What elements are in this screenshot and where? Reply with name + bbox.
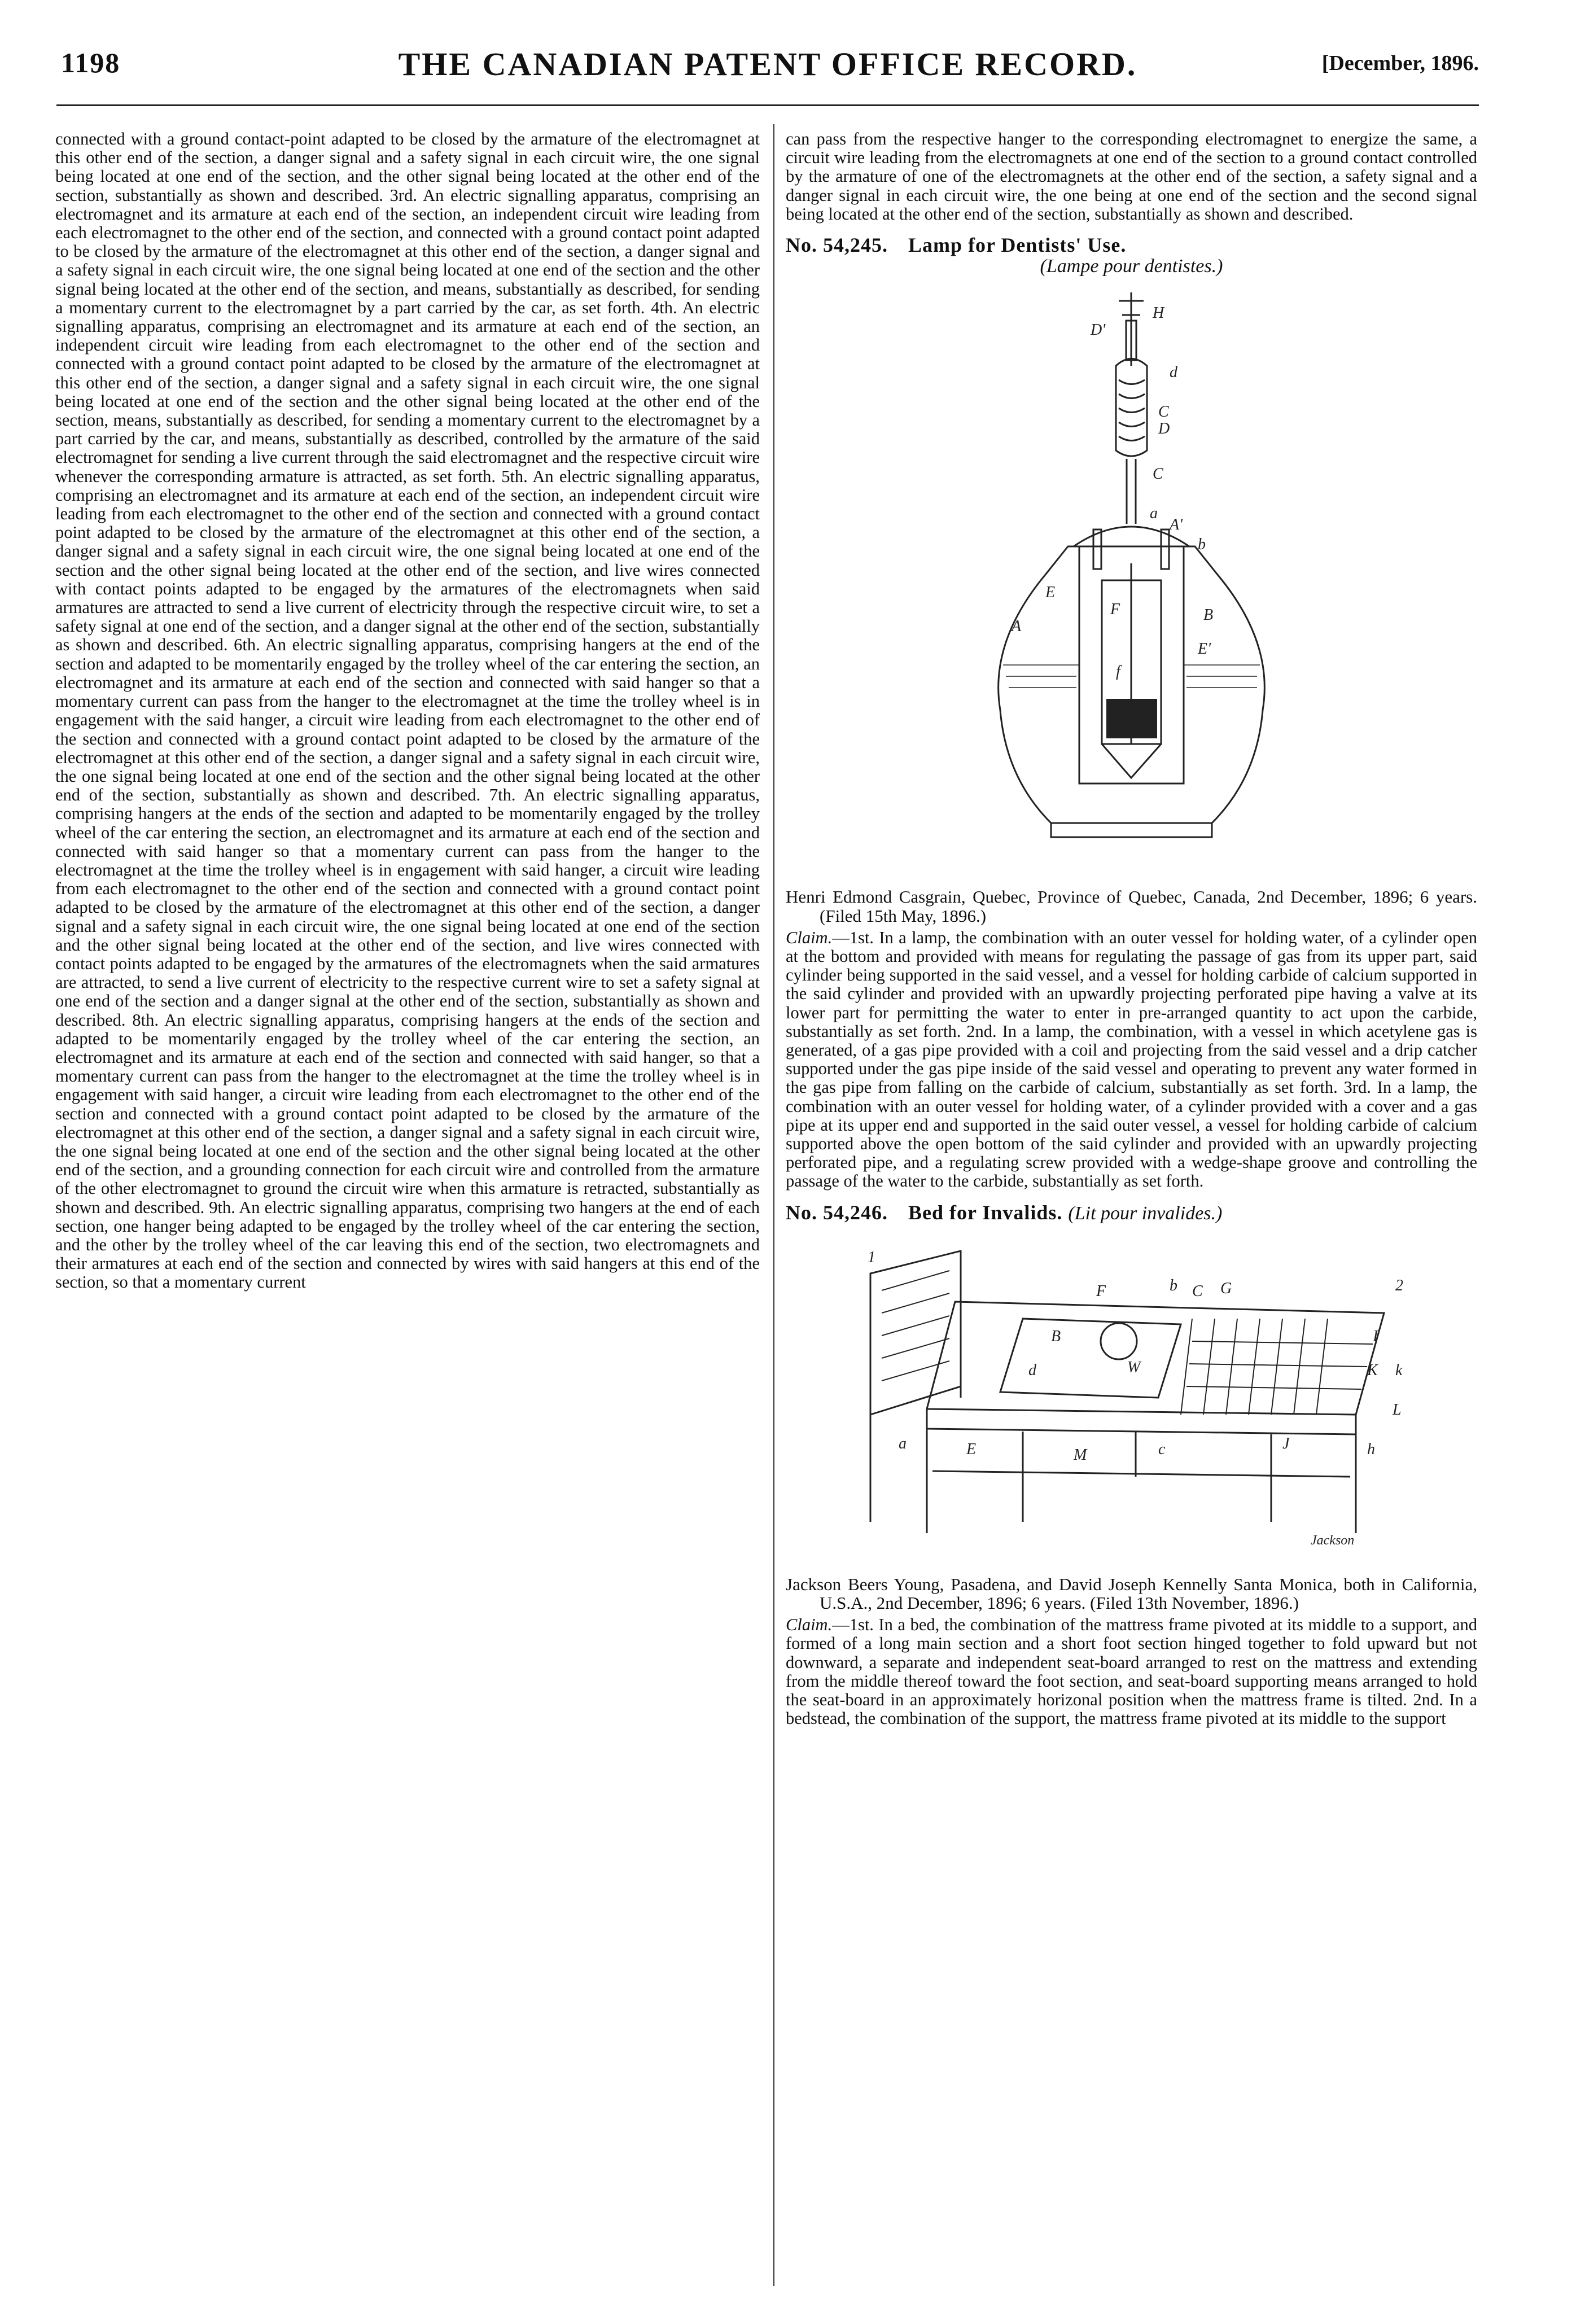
label-C-lower: C [1153, 465, 1163, 483]
label-M: M [1074, 1446, 1087, 1464]
label-d: d [1170, 364, 1177, 382]
label-E: E [1045, 584, 1056, 602]
patent-french-title: (Lit pour invalides.) [1068, 1202, 1223, 1224]
label-a: a [899, 1434, 907, 1452]
claim-text: —1st. In a lamp, the combination with an outer vessel for holding water, of a cylinder open at the bottom and provided with means for regulating the passage of gas from its upper part, said cylinder being supported in the said vessel, and a vessel for holding carbide of calcium supported in the said cylinder and provided with an upwardly projecting perforated pipe having a valve at its lower part for permitting the water to enter in pre-arranged quantity to act upon the carbide, substantially as set forth. 2nd. In a lamp, the combination, with a vessel in which acetylene gas is generated, of a gas pipe provided with a coil and projecting from the said vessel and a drip catcher supported under the gas pipe inside of the said vessel and operating to prevent any water formed in the gas pipe from falling on the carbide of calcium, substantially as set forth. 3rd. In a lamp, the combination with an outer vessel for holding water, of a cylinder provided with a cover and a gas pipe at its upper end and supported in the said outer vessel, a vessel for holding carbide of calcium supported above the open bottom of the said cylinder and provided with an upwardly projecting perforated pipe, and a regulating screw provided with a wedge-shape groove and controlling the passage of the water to the carbide, substantially as set forth. [786, 927, 1477, 1191]
label-J: J [1282, 1434, 1290, 1452]
page-header [56, 44, 1479, 89]
header-rule [56, 104, 1479, 106]
lamp-figure [786, 281, 1477, 879]
left-column-text: connected with a ground contact-point adapted to be closed by the armature of the electromagnet at this other end of the section, a danger signal and a safety signal in each circuit wire, the one signal being located at one end of the section, and the other signal being located at the other end of the section, substantially as shown and described. 3rd. An electric signalling apparatus, comprising an electromagnet and its armature at each end of the section, an independent circuit wire leading from each electromagnet to the other end of the section, and connected with a ground contact point adapted to be closed by the armature of the electromagnet at this other end of the section, a danger signal and a safety signal in each circuit wire, the one signal being located at one end of the section and the other signal being located at the other end of the section, and means, substantially as described, for sending a momentary current to the electromagnet by a part carried by the car, as set forth. 4th. An electric signalling apparatus, comprising an electromagnet and its armature at each end of the section, an independent circuit wire leading from each electromagnet to the other end of the section and connected with a ground contact point adapted to be closed by the armature of the electromagnet at this other end of the section, a danger signal and a safety signal in each circuit wire, the one signal being located at one end of the section and the other signal being located at the other end of the section, means, substantially as described, for sending a momentary current to the electromagnet by a part carried by the car, and means, substantially as described, controlled by the armature of the said electromagnet for sending a live current through the said electromagnet and the respective circuit wire whenever the corresponding armature is attracted, as set forth. 5th. An electric signalling apparatus, comprising an electromagnet and its armature at each end of the section, an independent circuit wire leading from each electromagnet to the other end of the section and connected with a ground contact point adapted to be closed by the armature of the electromagnet at this other end of the section, a danger signal and a safety signal in each circuit wire, the one signal being located at one end of the section and the other signal being located at the other end of the section, and live wires connected with contact points adapted to be engaged by the armatures of the electromagnets when said armatures are attracted to send a live current of electricity through the respective circuit wire, to set a safety signal at one end of the section, and a danger signal at the other end of the section, substantially as shown and described. 6th. An electric signalling apparatus, comprising hangers at the end of the section and adapted to be momentarily engaged by the trolley wheel of the car entering the section, an electromagnet and its armature at each end of the section and connected with said hanger so that a momentary current can pass from the hanger to the electromagnet at the time the trolley wheel is in engagement with the said hanger, a circuit wire leading from each electromagnet to the other end of the section and connected with a ground contact point adapted to be closed by the armature of the electromagnet at this other end of the section, a danger signal and a safety signal in each circuit wire, the one signal being located at one end of the section and the other signal being located at the other end of the section, substantially as shown and described. 7th. An electric signalling apparatus, comprising hangers at the ends of the section and adapted to be momentarily engaged by the trolley wheel of the car entering the section, an electromagnet and its armature at each end of the section and connected with said hanger so that a momentary current can pass from the hanger to the electromagnet at the time the trolley wheel is in engagement with said hanger, a circuit wire leading from each electromagnet to the other end of the section and connected with a ground contact point adapted to be closed by the armature of the electromagnet at this other end of the section, a danger signal and a safety signal in each circuit wire, the one signal being located at one end of the section and the other signal being located at the other end of the section, and live wires connected with contact points adapted to be engaged by the armatures of the electromagnets when the said armatures are attracted, to send a live current of electricity to the respective current wire to set a safety signal at one end of the section and a danger signal at the other end of the section, substantially as shown and described. 8th. An electric signalling apparatus, comprising hangers at the ends of the section and adapted to be momentarily engaged by the trolley wheel of the car entering the section, an electromagnet and its armature at each end of the section and connected with said hanger, so that a momentary current can pass from the hanger to the electromagnet at the time the trolley wheel is in engagement with said hanger, a circuit wire leading from each electromagnet to the other end of the section and connected with a ground contact point adapted to be closed by the armature of the electromagnet at this other end of the section, a danger signal and a safety signal in each circuit wire, the one signal being located at one end of the section and the other signal being located at the other end of the section, and a grounding connection for each circuit wire and controlled from the armature of the other electromagnet to ground the circuit wire when this armature is retracted, substantially as shown and described. 9th. An electric signalling apparatus, comprising two hangers at the end of each section, one hanger being adapted to be engaged by the trolley wheel of the car entering the section, and the other by the trolley wheel of the car leaving this end of the section, two electromagnets and their armatures at each end of the section and connected by wires with said hangers at this end of the section, so that a momentary current [55, 129, 760, 1292]
label-A-prime: A' [1170, 516, 1183, 534]
patent-heading-lamp [786, 236, 1477, 255]
label-B: B [1203, 606, 1214, 624]
label-2: 2 [1395, 1276, 1403, 1294]
page-title: THE CANADIAN PATENT OFFICE RECORD. [398, 46, 1137, 82]
label-H: H [1153, 304, 1164, 322]
label-1: 1 [868, 1248, 875, 1266]
continuation-text: can pass from the respective hanger to the corresponding electromagnet to energize the same, a circuit wire leading from the electromagnets at one end of the section to a ground contact controlled by the armature of one of the electromagnets at the other end of the section, a safety signal and a danger signal in each circuit wire, the one being at one end of the section and the second signal being located at the other end of the section, substantially as shown and described. [786, 129, 1477, 224]
label-D: D [1158, 420, 1170, 438]
label-B: B [1051, 1327, 1061, 1345]
label-E-prime: E' [1198, 640, 1211, 658]
label-L: L [1393, 1400, 1402, 1419]
label-a: a [1150, 505, 1158, 523]
label-C: C [1158, 403, 1169, 421]
label-C: C [1192, 1282, 1203, 1300]
bed-figure [786, 1228, 1477, 1567]
label-G: G [1220, 1279, 1232, 1297]
patent-number: No. 54,245. [786, 234, 888, 257]
page-number: 1198 [61, 47, 121, 78]
left-column [55, 130, 760, 1292]
label-c: c [1158, 1440, 1166, 1458]
claims-bed [786, 1616, 1477, 1728]
claim-text: —1st. In a bed, the combination of the mattress frame pivoted at its middle to a support, and formed of a long main section and a short foot section hinged together to fold upward but not downward, a separate and independent seat-board arranged to rest on the mattress and extending from the middle thereof toward the foot section, and seat-board supporting means arranged to hold the seat-board in an approximately horizonal position when the mattress frame is tilted. 2nd. In a bedstead, the combination of the support, the mattress frame pivoted at its middle to the support [786, 1615, 1477, 1728]
label-b: b [1170, 1276, 1177, 1294]
label-W: W [1127, 1358, 1141, 1376]
claim-label: Claim. [786, 927, 833, 947]
figure-signature: Jackson [1311, 1533, 1355, 1548]
label-A: A [1012, 618, 1022, 636]
column-divider [773, 124, 774, 2286]
claim-label: Claim. [786, 1615, 833, 1635]
label-b: b [1198, 536, 1206, 554]
label-E: E [966, 1440, 977, 1458]
label-I: I [1373, 1327, 1378, 1345]
label-k: k [1395, 1361, 1403, 1379]
label-D-prime: D' [1091, 321, 1106, 339]
label-F: F [1110, 601, 1120, 619]
patent-number: No. 54,246. [786, 1201, 888, 1224]
issue-date: [December, 1896. [1321, 51, 1479, 75]
label-F: F [1096, 1282, 1106, 1300]
claims-lamp [786, 929, 1477, 1191]
patent-heading-bed [786, 1203, 1477, 1223]
right-column [786, 130, 1477, 1728]
patent-title: Lamp for Dentists' Use. [908, 234, 1127, 257]
label-d: d [1028, 1361, 1036, 1379]
label-h: h [1367, 1440, 1375, 1458]
patentee-lamp: Henri Edmond Casgrain, Quebec, Province of Quebec, Canada, 2nd December, 1896; 6 years. (Filed 15th May, 1896.) [786, 887, 1477, 926]
label-K: K [1367, 1361, 1378, 1379]
label-f: f [1116, 663, 1120, 681]
patent-title: Bed for Invalids. [908, 1201, 1063, 1224]
patentee-bed: Jackson Beers Young, Pasadena, and David Joseph Kennelly Santa Monica, both in California, U.S.A., 2nd December, 1896; 6 years. (Filed 13th November, 1896.) [786, 1574, 1477, 1613]
patent-french-title: (Lampe pour dentistes.) [1040, 256, 1223, 277]
